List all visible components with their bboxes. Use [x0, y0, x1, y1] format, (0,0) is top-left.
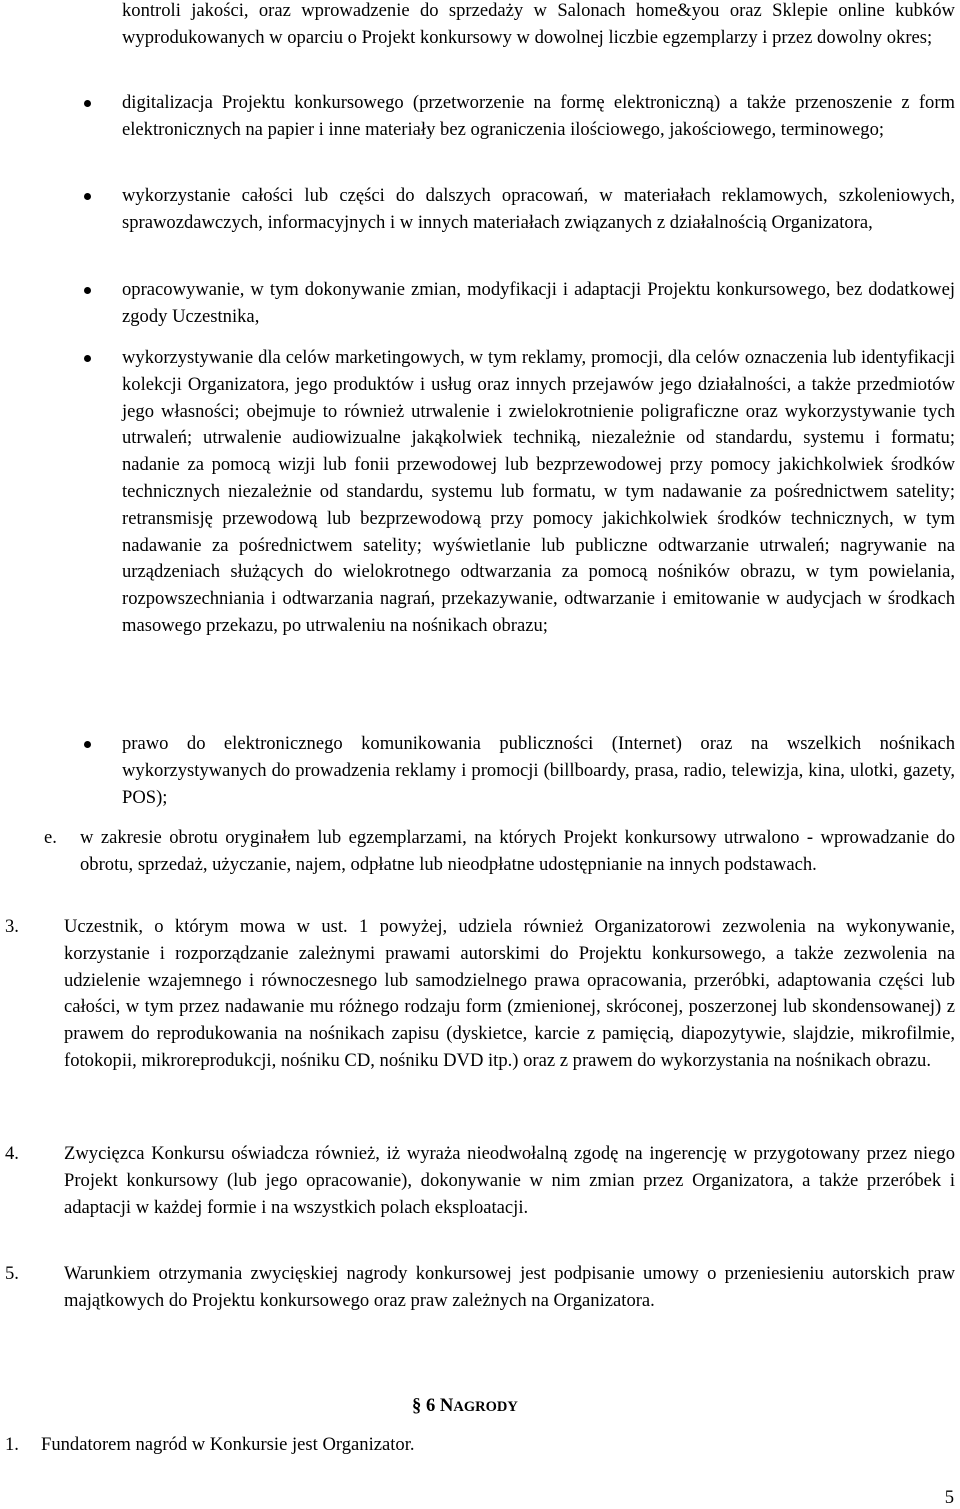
bullet-icon	[84, 193, 91, 200]
bullet-item-modification: opracowywanie, w tym dokonywanie zmian, modyfikacji i adaptacji Projektu konkursowego, bez dodatkowej zgody Uczestnika,	[122, 279, 955, 327]
section-number: 6	[425, 1395, 436, 1416]
item-5-paragraph: Warunkiem otrzymania zwycięskiej nagrody konkursowej jest podpisanie umowy o przeniesieniu autorskich praw majątkowych do Projektu konkursowego oraz praw zależnych na Organizatora.	[64, 1263, 955, 1311]
item-3-paragraph: Uczestnik, o którym mowa w ust. 1 powyżej, udziela również Organizatorowi zezwolenia na wykonywanie, korzystanie i rozporządzanie zależnymi prawami autorskimi do Projektu konkursowego, a także zezwolenia na udzielenie wzajemnego i równoczesnego lub samodzielnego prawa opracowania, przeróbki, adaptowania części lub całości, w tym przez nadawanie mu różnego rodzaju form (zmienionej, skróconej, poszerzonej lub skondensowanej) z prawem do reprodukowania na nośnikach zapisu (dyskietce, karcie z pamięcią, diapozytywie, slajdzie, mikrofilmie, fotokopii, mikroreprodukcji, nośniku CD, nośniku DVD itp.) oraz z prawem do wykorzystania na nośnikach obrazu.	[64, 916, 955, 1071]
prize-item-marker: 1.	[5, 1434, 19, 1455]
section-title-initial: N	[439, 1395, 454, 1416]
page-number: 5	[944, 1487, 954, 1508]
bullet-item-derivative-use: wykorzystanie całości lub części do dalszych opracowań, w materiałach reklamowych, szkoleniowych, sprawozdawczych, informacyjnych i w innych materiałach związanych z działalnością Organizatora,	[122, 185, 955, 233]
prize-item-paragraph: Fundatorem nagród w Konkursie jest Organizator.	[41, 1434, 415, 1455]
item-4-paragraph: Zwycięzca Konkursu oświadcza również, iż wyraża nieodwołalną zgodę na ingerencję w przygotowany przez niego Projekt konkursowy (lub jego opracowanie), dokonywanie w nim zmian przez Organizatora, a także przeróbek i adaptacji w każdej formie i na wszystkich polach eksploatacji.	[64, 1143, 955, 1218]
bullet-item-marketing: wykorzystywanie dla celów marketingowych, w tym reklamy, promocji, dla celów oznaczenia lub identyfikacji kolekcji Organizatora, jego produktów i usług oraz innych przejawów jego działalności, a także przedmiotów jego własności; obejmuje to również utrwalenie i zwielokrotnienie poligraficzne oraz wykorzystywanie tych utrwaleń; utrwalenie audiowizualne jakąkolwiek techniką, niezależnie od standardu, systemu i formatu; nadanie za pomocą wizji lub fonii przewodowej lub bezprzewodowej przy pomocy jakichkolwiek środków technicznych niezależnie od standardu, systemu lub formatu, w tym nadawanie za pośrednictwem satelity; retransmisję przewodową lub bezprzewodową przy pomocy jakichkolwiek środków technicznych, w tym nadawanie za pośrednictwem satelity; wyświetlanie lub publiczne odtwarzanie utrwaleń; nagrywanie na urządzeniach służących do wielokrotnego odtwarzania za pomocą nośników obrazu, w tym powielania, rozpowszechniania i odtwarzania nagrań, przekazywanie, odtwarzanie i emitowanie w audycjach w środkach masowego przekazu, po utrwaleniu na nośnikach obrazu;	[122, 347, 955, 636]
item-e-paragraph: w zakresie obrotu oryginałem lub egzemplarzami, na których Projekt konkursowy utrwalono - wprowadzanie do obrotu, sprzedaż, użyczanie, najem, odpłatne lub nieodpłatne udostępnianie na innych podstawach.	[80, 827, 955, 875]
bullet-icon	[84, 355, 91, 362]
item-e-marker: e.	[44, 827, 57, 848]
bullet-item-digitalization: digitalizacja Projektu konkursowego (przetworzenie na formę elektroniczną) a także przenoszenie z form elektronicznych na papier i inne materiały bez ograniczenia ilościowego, jakościowego, terminowego;	[122, 92, 955, 140]
item-3-marker: 3.	[5, 916, 19, 937]
intro-paragraph: kontroli jakości, oraz wprowadzenie do sprzedaży w Salonach home&you oraz Sklepie online kubków wyprodukowanych w oparciu o Projekt konkursowy w dowolnej liczbie egzemplarzy i przez dowolny okres;	[122, 0, 955, 48]
bullet-item-electronic-communication: prawo do elektronicznego komunikowania publiczności (Internet) oraz na wszelkich nośnikach wykorzystywanych do prowadzenia reklamy i promocji (billboardy, prasa, radio, telewizja, kina, ulotki, gazety, POS);	[122, 733, 955, 808]
item-4-marker: 4.	[5, 1143, 19, 1164]
bullet-icon	[84, 741, 91, 748]
bullet-icon	[84, 287, 91, 294]
section-title-rest: AGRODY	[453, 1399, 518, 1415]
section-heading	[412, 1393, 518, 1420]
section-symbol: §	[412, 1395, 422, 1416]
item-5-marker: 5.	[5, 1263, 19, 1284]
bullet-icon	[84, 100, 91, 107]
